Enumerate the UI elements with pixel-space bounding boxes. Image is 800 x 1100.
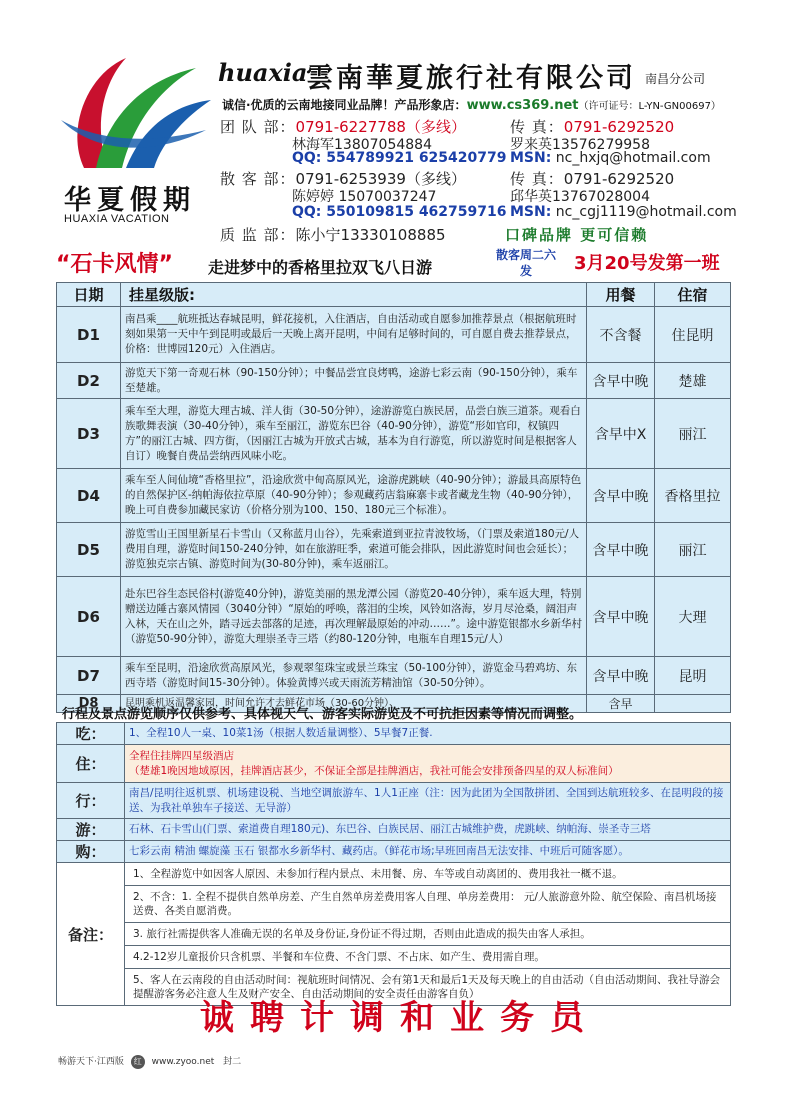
tour-text: 石林、石卡雪山(门票、索道费自理180元)、东巴谷、白族民居、丽江古城维护费，虎跳峡、纳帕海、崇圣寺三塔 (129, 823, 651, 835)
table-row (57, 863, 731, 1006)
qc-person: 陈小宁13330108885 (295, 226, 446, 244)
go-cell (125, 783, 731, 819)
stay-line-1: 全程住挂牌四星级酒店 (129, 749, 234, 762)
tour-name: “石卡风情” (56, 252, 173, 277)
meal-cell: 含早中晚 (587, 657, 655, 695)
brand-cn: 雲南華夏旅行社有限公司 (306, 63, 636, 94)
shop-cell (125, 841, 731, 863)
footer-page: 封二 (223, 1057, 242, 1067)
desc-cell: 昆明乘机返温馨家园，时间允许才去鲜花市场（30-60分钟）、 (121, 695, 587, 713)
desc-cell: 游览雪山王国里新星石卡雪山（又称蓝月山谷），先乘索道到亚拉青波牧场，（门票及索道180元/人费用自理，游览时间150-240分钟，如在旅游旺季，索道可能会排队，因此游览时间也会延长）；游览独克宗古镇、游览时间为(30-80分钟)，乘车返丽江。 (121, 523, 587, 577)
meal-cell: 不含餐 (587, 307, 655, 363)
note-label: 备注： (57, 863, 125, 1006)
table-row (57, 469, 731, 523)
meal-cell: 含早中晚 (587, 363, 655, 399)
team-msn: nc_hxjq@hotmail.com (555, 150, 711, 166)
day-cell: D2 (57, 363, 121, 399)
desc-cell: 乘车至大理，游览大理古城、洋人街（30-50分钟），途游游览白族民居，品尝白族三道茶。观看白族歌舞表演（30-40分钟），乘车至丽江，游览东巴谷（40-90分钟），游览“形如官印，权镇四方”的丽江古城、四方街，（因丽江古城为开放式古城，基本为自行游览，所以游览时间是根据客人自订）晚餐自费品尝纳西风味小吃。 (121, 399, 587, 469)
license-number: （许可证号：L-YN-GN00697） (578, 101, 721, 112)
hotel-cell: 大理 (655, 577, 731, 657)
table-row (57, 745, 731, 783)
first-departure: 3月20号发第一班 (574, 253, 720, 274)
team-dept-label: 团 队 部： (220, 118, 296, 136)
day-cell: D8 (57, 695, 121, 713)
tour-label: 游： (57, 819, 125, 841)
meal-cell: 含早 (587, 695, 655, 713)
swoosh-logo-icon (56, 50, 216, 175)
day-cell: D6 (57, 577, 121, 657)
schedule-notice: 行程及景点游览顺序仅供参考、具体视天气、游客实际游览及不可抗拒因素等情况而调整。 (62, 707, 583, 722)
shop-text: 七彩云南 精油 螺旋藻 玉石 银都水乡新华村、藏药店。（鲜花市场;早班回南昌无法安排、中班后可随客愿）。 (129, 845, 629, 857)
eat-label: 吃： (57, 723, 125, 745)
day-cell: D5 (57, 523, 121, 577)
fit-person: 陈婷婷 15070037247 (292, 189, 437, 205)
header (0, 0, 800, 248)
website-link[interactable]: www.cs369.net (466, 98, 579, 113)
hotel-cell: 楚雄 (655, 363, 731, 399)
team-qq: QQ: 554789921 625420779 (292, 150, 507, 166)
fit-fax: 0791-6292520 (563, 170, 675, 188)
desc-cell: 南昌乘____航班抵达春城昆明，鲜花接机，入住酒店，自由活动或自愿参加推荐景点（根据航班时刻如果第一天中午到昆明或最后一天晚上离开昆明，中间有足够时间的，可自愿自费去推荐景点，价格：世博园120元）入住酒店。 (121, 307, 587, 363)
table-row (57, 841, 731, 863)
motto: 口碑品牌 更可信赖 (505, 226, 649, 244)
stay-label: 住： (57, 745, 125, 783)
desc-cell: 乘车至昆明，沿途欣赏高原风光，参观翠玺珠宝或景兰珠宝（50-100分钟），游览金马碧鸡坊、东西寺塔（游览时间15-30分钟）。体验黄博兴或天雨流芳精油馆（30-50分钟）。 (121, 657, 587, 695)
day-cell: D1 (57, 307, 121, 363)
day-cell: D7 (57, 657, 121, 695)
itinerary-table (56, 282, 731, 713)
table-row (57, 307, 731, 363)
footer (58, 1054, 241, 1069)
eat-cell (125, 723, 731, 745)
col-hotel: 住宿 (655, 283, 731, 307)
col-meal: 用餐 (587, 283, 655, 307)
note-item: 1、全程游览中如因客人原因、未参加行程内景点、未用餐、房、车等或自动离团的、费用我社一概不退。 (125, 863, 730, 886)
qc-dept-label: 质 监 部： (220, 226, 296, 244)
service-info-table (56, 722, 731, 1006)
table-row (57, 399, 731, 469)
meal-cell: 含早中晚 (587, 523, 655, 577)
table-row (57, 723, 731, 745)
day-cell: D4 (57, 469, 121, 523)
fit-msn: nc_cgj1119@hotmail.com (555, 204, 737, 220)
day-cell: D3 (57, 399, 121, 469)
team-msn-label: MSN: (510, 150, 552, 166)
meal-cell: 含早中晚 (587, 469, 655, 523)
recruitment-banner: 诚聘计调和业务员 (200, 998, 600, 1038)
go-label: 行： (57, 783, 125, 819)
hotel-cell: 丽江 (655, 399, 731, 469)
note-item: 4.2-12岁儿童报价只含机票、半餐和车位费、不含门票、不占床、如产生、费用需自理。 (125, 946, 730, 969)
stay-cell (125, 745, 731, 783)
departure-cycle: 散客周二六发 (496, 248, 557, 278)
itinerary-header-row (57, 283, 731, 307)
fit-dept-label: 散 客 部： (220, 170, 296, 188)
logo-cn-name: 华夏假期 (64, 185, 196, 216)
hotel-cell: 丽江 (655, 523, 731, 577)
seal-icon: 红 (131, 1055, 145, 1069)
team-person2: 罗来英13576279958 (510, 137, 650, 153)
meal-cell: 含早中X (587, 399, 655, 469)
fit-msn-label: MSN: (510, 204, 552, 220)
tour-subtitle: 走进梦中的香格里拉双飞八日游 (208, 258, 433, 277)
go-text: 南昌/昆明往返机票、机场建设税、当地空调旅游车、1人1正座（注：因为此团为全国散拼团、全国到达航班较多、在昆明段的接送、为我社单独车子接送、无导游） (129, 786, 724, 814)
eat-text: 1、全程10人一桌、10菜1汤（根据人数适量调整）、5早餐7正餐. (129, 727, 433, 739)
hotel-cell: 香格里拉 (655, 469, 731, 523)
col-desc: 挂星级版: (121, 283, 587, 307)
hotel-cell: 住昆明 (655, 307, 731, 363)
fit-phone: 0791-6253939（多线） (295, 170, 466, 188)
hotel-cell: 昆明 (655, 657, 731, 695)
notes-cell (125, 863, 731, 1006)
fit-person2: 邱华英13767028004 (510, 189, 650, 205)
brand-en: huaxia (218, 58, 308, 87)
table-row (57, 363, 731, 399)
team-fax-label: 传 真： (510, 118, 564, 136)
table-row (57, 783, 731, 819)
table-row (57, 657, 731, 695)
footer-magazine: 畅游天下·江西版 (58, 1057, 124, 1067)
branch-name: 南昌分公司 (645, 72, 706, 86)
slogan-line (222, 96, 782, 113)
meal-cell: 含早中晚 (587, 577, 655, 657)
desc-cell: 乘车至人间仙境“香格里拉”，沿途欣赏中甸高原风光，途游虎跳峡（40-90分钟）；游最具高原特色的自然保护区-纳帕海依拉草原（40-90分钟）；参观藏药店翁麻寨卡或者藏龙生物（40-90分钟），晚上可自费参加藏民家访（价格分别为100、150、180元三个标准）。 (121, 469, 587, 523)
note-item: 5、客人在云南段的自由活动时间：视航班时间情况、会有第1天和最后1天及每天晚上的自由活动（自由活动期间、我社导游会提醒游客务必注意人生及财产安全、自由活动期间的安全责任由游客自负） (133, 974, 721, 1000)
footer-url[interactable]: www.zyoo.net (151, 1057, 215, 1067)
team-fax: 0791-6292520 (563, 118, 675, 136)
col-day: 日期 (57, 283, 121, 307)
fit-fax-label: 传 真： (510, 170, 564, 188)
contact-block (220, 116, 780, 246)
stay-line-2: （楚雄1晚因地域原因，挂牌酒店甚少，不保证全部是挂牌酒店，我社可能会安排预备四星的双人标准间） (129, 764, 619, 777)
note-item: 3. 旅行社需提供客人准确无误的名单及身份证,身份证不得过期，否则由此造成的损失由客人承担。 (125, 923, 730, 946)
team-person: 林海军13807054884 (292, 137, 432, 153)
table-row (57, 523, 731, 577)
tour-title-bar (56, 249, 730, 281)
desc-cell: 游览天下第一奇观石林（90-150分钟）；中餐品尝宜良烤鸭，途游七彩云南（90-150分钟），乘车至楚雄。 (121, 363, 587, 399)
desc-cell: 赴东巴谷生态民俗村(游览40分钟)，游览美丽的黑龙潭公园（游览20-40分钟），乘车返大理，特别赠送边陲古寨风情园（3040分钟）“原始的呼唤，落泪的尘埃，风铃如洛海，岁月尽沧桑，阔泪声入林，天在山之外，踏寻远去部落的足迹，再次理解最原始的冲动……”。途中游览银都水乡新华村（游览50-90分钟），游览大理崇圣寺三塔（约80-120分钟，电瓶车自理15元/人） (121, 577, 587, 657)
slogan-text: 诚信·优质的云南地接同业品牌！产品形象店： (222, 98, 467, 112)
note-item: 2、不含：1. 全程不提供自然单房差、产生自然单房差费用客人自理、单房差费用： 元/人旅游意外险、航空保险、南昌机场接送费、各类自愿消费。 (125, 886, 730, 923)
table-row (57, 819, 731, 841)
shop-label: 购： (57, 841, 125, 863)
tour-cell (125, 819, 731, 841)
logo (56, 50, 216, 240)
hotel-cell (655, 695, 731, 713)
logo-en-name: HUAXIA VACATION (64, 213, 170, 225)
fit-qq: QQ: 550109815 462759716 (292, 204, 507, 220)
team-phone: 0791-6227788（多线） (295, 118, 466, 136)
table-row (57, 577, 731, 657)
